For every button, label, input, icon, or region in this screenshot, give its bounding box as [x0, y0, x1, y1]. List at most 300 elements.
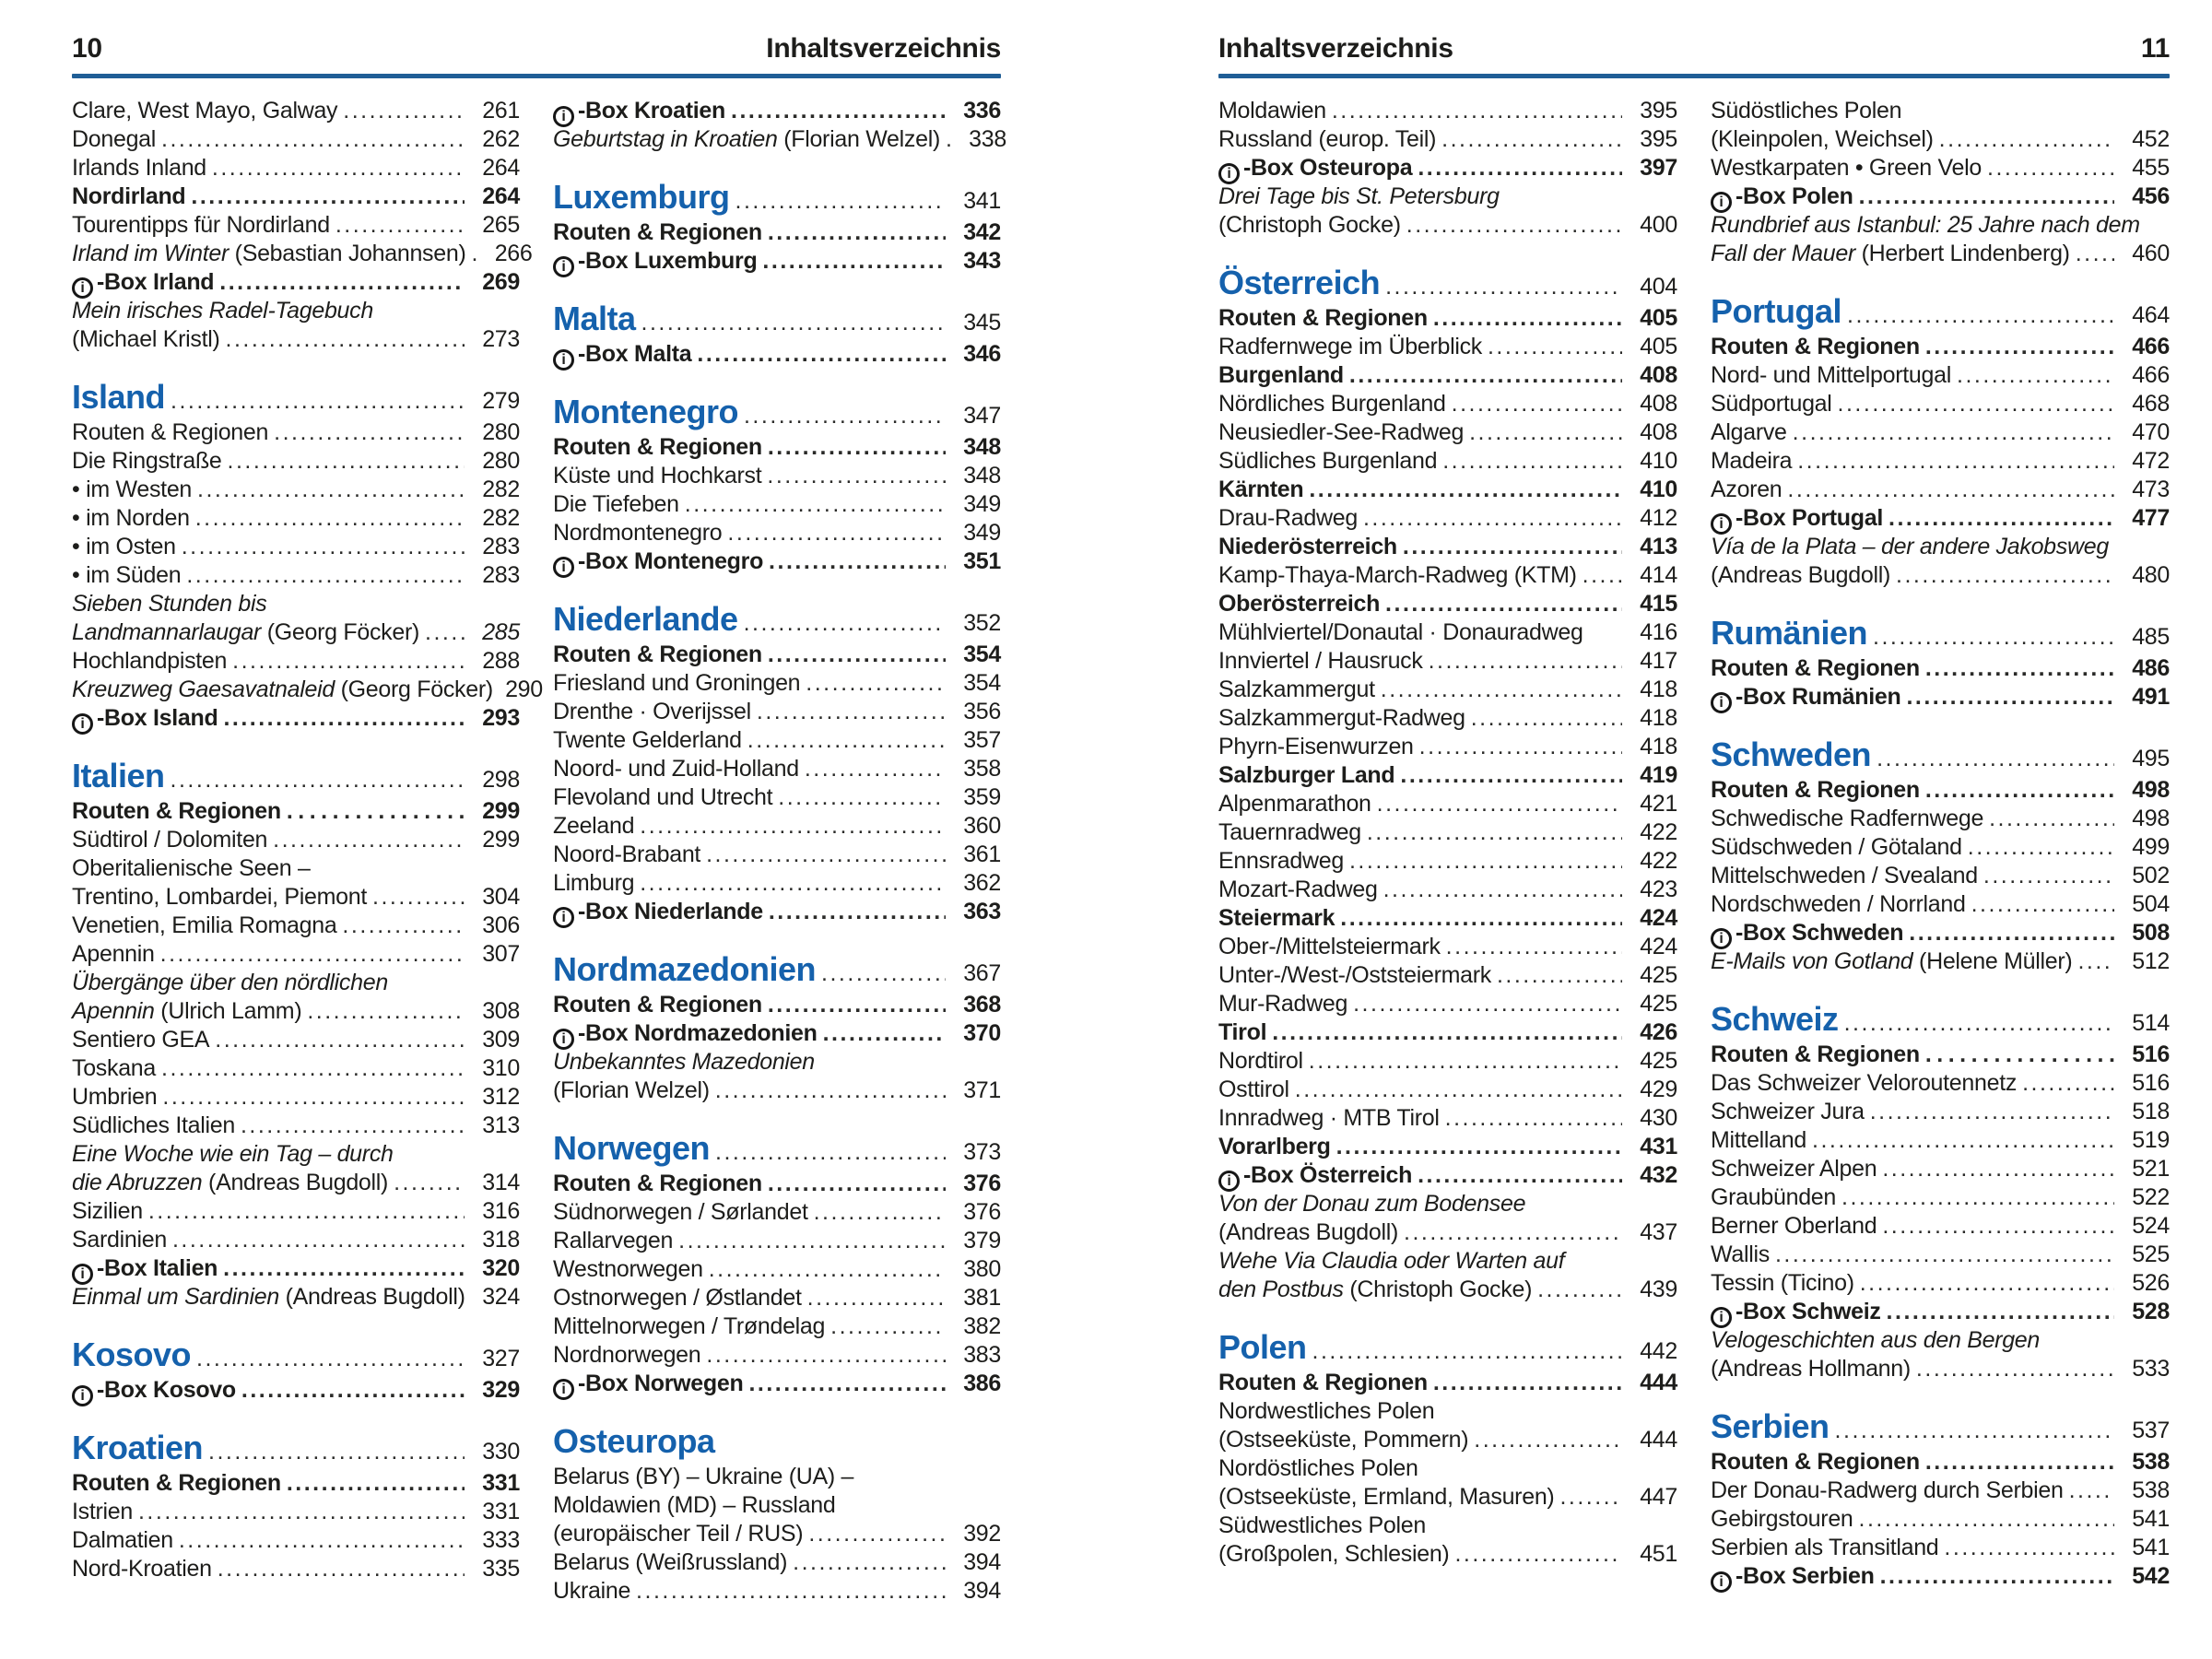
- entry-label: -Box Osteuropa: [1243, 155, 1413, 181]
- entry-label: Ukraine: [553, 1578, 631, 1604]
- toc-entry: [72, 1140, 520, 1169]
- leader-dots: [1418, 1161, 1622, 1190]
- page-number: 405: [1640, 334, 1677, 359]
- toc-entry: [1711, 919, 2170, 947]
- toc-entry: [72, 883, 520, 912]
- entry-label: Drau-Radweg: [1218, 505, 1358, 531]
- toc-entry: [1711, 683, 2170, 712]
- toc-entry: [1218, 1426, 1677, 1454]
- page-number: 282: [482, 505, 520, 531]
- chapter-heading: [72, 755, 520, 797]
- toc-entry: [72, 797, 520, 826]
- entry-label: Osteuropa: [553, 1422, 715, 1460]
- leader-dots: [1309, 1047, 1622, 1076]
- entry-label: Noord-Brabant: [553, 841, 701, 867]
- page-number: 265: [482, 212, 520, 238]
- entry-label: Routen & Regionen: [1218, 1370, 1428, 1395]
- page-number: 333: [482, 1527, 520, 1553]
- page-number: 352: [963, 610, 1001, 636]
- leader-dots: [1419, 733, 1622, 761]
- entry-label: Burgenland: [1218, 362, 1344, 388]
- entry-label: Oberösterreich: [1218, 591, 1381, 617]
- page-number: 371: [963, 1077, 1001, 1103]
- page-number: 408: [1640, 362, 1677, 388]
- page-number: 324: [482, 1284, 520, 1310]
- entry-label: Toskana: [72, 1055, 157, 1081]
- entry-label: -Box Island: [97, 705, 218, 731]
- entry-label: Routen & Regionen: [553, 641, 762, 667]
- entry-label: Rumänien: [1711, 614, 1868, 652]
- entry-label: Nordöstliches Polen: [1218, 1455, 1418, 1481]
- leader-dots: [226, 325, 465, 354]
- page-number: 348: [963, 463, 1001, 488]
- leader-dots: [1847, 301, 2114, 330]
- leader-dots: [1295, 1076, 1622, 1104]
- toc-entry: [1218, 933, 1677, 961]
- page-number: 455: [2132, 155, 2170, 181]
- leader-dots: [1925, 776, 2114, 805]
- leader-dots: [946, 125, 951, 154]
- entry-label: Tessin (Ticino): [1711, 1270, 1854, 1296]
- leader-dots: [793, 1548, 946, 1577]
- chapter-heading: [553, 948, 1001, 991]
- toc-entry: [553, 641, 1001, 669]
- toc-entry: [1218, 561, 1677, 590]
- page-number: 528: [2132, 1299, 2170, 1324]
- toc-entry: [553, 1463, 1001, 1491]
- page-number: 470: [2132, 419, 2170, 445]
- leader-dots: [731, 97, 946, 125]
- page-number: 379: [963, 1228, 1001, 1253]
- toc-entry: [1218, 647, 1677, 676]
- info-icon: i: [1711, 928, 1732, 949]
- page-number: 522: [2132, 1184, 2170, 1210]
- leader-dots: [1835, 1417, 2114, 1445]
- entry-label: Schwedische Radfernwege: [1711, 806, 1984, 831]
- entry-label: Die Ringstraße: [72, 448, 222, 474]
- info-icon: i: [1218, 1171, 1240, 1192]
- page-number: 382: [963, 1313, 1001, 1339]
- entry-label: Routen & Regionen: [72, 419, 269, 445]
- leader-dots: [1841, 1183, 2114, 1212]
- page-number: 498: [2132, 806, 2170, 831]
- toc-entry: [1218, 1512, 1677, 1540]
- toc-entry: [1218, 125, 1677, 154]
- leader-dots: [768, 218, 946, 247]
- entry-label: Der Donau-Radwerg durch Serbien: [1711, 1477, 2064, 1503]
- toc-entry: [1218, 1483, 1677, 1512]
- leader-dots: [806, 669, 946, 698]
- toc-entry: [553, 1198, 1001, 1227]
- toc-entry: [1711, 1183, 2170, 1212]
- leader-dots: [1309, 476, 1622, 504]
- toc-entry: [553, 547, 1001, 576]
- page-number: 508: [2132, 920, 2170, 946]
- entry-label: Apennin (Ulrich Lamm): [72, 998, 302, 1024]
- page-number: 386: [963, 1371, 1001, 1396]
- folio-number: 11: [2140, 33, 2170, 64]
- page-number: 466: [2132, 362, 2170, 388]
- page-number: 518: [2132, 1099, 2170, 1124]
- toc-entry: [1218, 1218, 1677, 1247]
- entry-label: Kroatien: [72, 1429, 204, 1466]
- page-number: 486: [2132, 655, 2170, 681]
- page-number: 293: [482, 705, 520, 731]
- leader-dots: [1987, 154, 2114, 182]
- toc-entry: [1711, 1477, 2170, 1505]
- toc-entry: [553, 869, 1001, 898]
- page-number: 349: [963, 491, 1001, 517]
- leader-dots: [768, 1170, 946, 1198]
- toc-entry: [1218, 1047, 1677, 1076]
- page-number: 404: [1640, 274, 1677, 300]
- page-number: 395: [1640, 98, 1677, 124]
- leader-dots: [823, 1019, 946, 1048]
- page-number: 373: [963, 1139, 1001, 1165]
- toc-entry: [72, 1112, 520, 1140]
- entry-label: Donegal: [72, 126, 157, 152]
- page-number: 524: [2132, 1213, 2170, 1239]
- toc-entry: [1711, 1126, 2170, 1155]
- toc-entry: [553, 898, 1001, 926]
- leader-dots: [767, 462, 946, 490]
- folio-number: 10: [72, 33, 102, 64]
- entry-label: Fall der Mauer (Herbert Lindenberg): [1711, 241, 2070, 266]
- toc-entry: [1218, 333, 1677, 361]
- leader-dots: [1385, 590, 1622, 618]
- entry-label: -Box Montenegro: [578, 548, 764, 574]
- entry-label: Südliches Italien: [72, 1112, 235, 1138]
- page-number: 421: [1640, 791, 1677, 817]
- page-number: 338: [969, 126, 1006, 152]
- leader-dots: [1349, 361, 1622, 390]
- toc-entry: [1218, 476, 1677, 504]
- entry-label: Madeira: [1711, 448, 1793, 474]
- entry-label: Routen & Regionen: [1711, 777, 1920, 803]
- page-number: 310: [482, 1055, 520, 1081]
- toc-entry: [72, 1026, 520, 1054]
- info-icon: i: [1711, 1307, 1732, 1328]
- leader-dots: [425, 618, 465, 647]
- leader-dots: [2022, 1069, 2114, 1098]
- entry-label: Graubünden: [1711, 1184, 1837, 1210]
- page-number: 444: [1640, 1427, 1677, 1453]
- leader-dots: [394, 1169, 465, 1197]
- entry-label: -Box Luxemburg: [578, 248, 758, 274]
- entry-label: Schweiz: [1711, 1000, 1839, 1038]
- entry-label: Wallis: [1711, 1241, 1770, 1267]
- entry-label: Kamp-Thaya-March-Radweg (KTM): [1218, 562, 1577, 588]
- entry-label: Mittelland: [1711, 1127, 1806, 1153]
- chapter-heading: [553, 391, 1001, 433]
- entry-label: Tirol: [1218, 1019, 1267, 1045]
- toc-entry: [553, 1520, 1001, 1548]
- entry-label: Nord-Kroatien: [72, 1556, 212, 1582]
- page-number: 472: [2132, 448, 2170, 474]
- page-number: 288: [482, 648, 520, 674]
- toc-entry: [72, 1283, 520, 1312]
- page-number: 313: [482, 1112, 520, 1138]
- toc-entry: [1218, 447, 1677, 476]
- info-icon: i: [553, 907, 574, 928]
- page-number: 349: [963, 520, 1001, 546]
- toc-entry: [72, 912, 520, 940]
- entry-label: Italien: [72, 757, 165, 794]
- toc-entry: [72, 97, 520, 125]
- page-number: 464: [2132, 302, 2170, 328]
- chapter-heading: [553, 598, 1001, 641]
- leader-dots: [808, 1520, 946, 1548]
- toc-entry: [1218, 618, 1677, 647]
- leader-dots: [1469, 418, 1622, 447]
- toc-entry: [72, 561, 520, 590]
- leader-dots: [1537, 1276, 1622, 1304]
- toc-entry: [1711, 1534, 2170, 1562]
- entry-label: Mittelnorwegen / Trøndelag: [553, 1313, 826, 1339]
- page-number: 442: [1640, 1338, 1677, 1364]
- page-number: 516: [2132, 1070, 2170, 1096]
- entry-label: -Box Nordmazedonien: [578, 1020, 818, 1046]
- entry-label: • im Osten: [72, 534, 176, 559]
- leader-dots: [1367, 818, 1622, 847]
- toc-entry: [553, 669, 1001, 698]
- page-number: 279: [482, 388, 520, 414]
- page-number: 327: [482, 1346, 520, 1371]
- entry-label: Drenthe · Overijssel: [553, 699, 751, 724]
- page-number: 376: [963, 1199, 1001, 1225]
- page-number: 422: [1640, 819, 1677, 845]
- leader-dots: [1272, 1018, 1622, 1047]
- toc-entry: [1218, 1076, 1677, 1104]
- entry-label: (Ostseeküste, Pommern): [1218, 1427, 1469, 1453]
- toc-entry: [1711, 561, 2170, 590]
- leader-dots: [1844, 1009, 2114, 1038]
- page-number: 485: [2132, 624, 2170, 650]
- toc-entry: [553, 462, 1001, 490]
- entry-label: Clare, West Mayo, Galway: [72, 98, 338, 124]
- leader-dots: [1445, 1104, 1622, 1133]
- toc-entry: [1711, 1562, 2170, 1591]
- info-icon: i: [72, 713, 93, 735]
- leader-dots: [1353, 990, 1622, 1018]
- page-number: 331: [482, 1470, 520, 1496]
- page-number: 394: [963, 1549, 1001, 1575]
- toc-entry: [1218, 361, 1677, 390]
- page-header-right: [1218, 33, 2170, 74]
- toc-entry: [1218, 1133, 1677, 1161]
- leader-dots: [1471, 704, 1622, 733]
- toc-entry: [1218, 1247, 1677, 1276]
- leader-dots: [1442, 447, 1622, 476]
- entry-label: Innradweg · MTB Tirol: [1218, 1105, 1440, 1131]
- leader-dots: [1497, 961, 1622, 990]
- page-number: 473: [2132, 477, 2170, 502]
- page-number: 466: [2132, 334, 2170, 359]
- page-number: 415: [1640, 591, 1677, 617]
- entry-label: Routen & Regionen: [553, 992, 762, 1018]
- toc-entry: [72, 418, 520, 447]
- entry-label: Von der Donau zum Bodensee: [1218, 1191, 1526, 1217]
- page-number: 537: [2132, 1418, 2170, 1443]
- toc-entry: [1218, 704, 1677, 733]
- leader-dots: [1983, 862, 2114, 890]
- toc-entry: [72, 940, 520, 969]
- entry-label: -Box Italien: [97, 1255, 218, 1281]
- entry-label: Österreich: [1218, 264, 1381, 301]
- entry-label: Gebirgstouren: [1711, 1506, 1853, 1532]
- leader-dots: [1349, 847, 1622, 876]
- entry-label: Einmal um Sardinien (Andreas Bugdoll): [72, 1284, 465, 1310]
- info-icon: i: [553, 1029, 574, 1050]
- entry-label: Routen & Regionen: [1218, 305, 1428, 331]
- toc-entry: [1218, 1161, 1677, 1190]
- page-number: 419: [1640, 762, 1677, 788]
- entry-label: Ober-/Mittelsteiermark: [1218, 934, 1441, 959]
- entry-label: Radfernwege im Überblick: [1218, 334, 1482, 359]
- leader-dots: [191, 182, 465, 211]
- entry-label: Zeeland: [553, 813, 635, 839]
- entry-label: Wehe Via Claudia oder Warten auf: [1218, 1248, 1565, 1274]
- leader-dots: [1877, 745, 2114, 773]
- leader-dots: [769, 547, 946, 576]
- entry-label: Twente Gelderland: [553, 727, 742, 753]
- entry-label: (Andreas Hollmann): [1711, 1356, 1911, 1382]
- toc-entry: [1711, 947, 2170, 976]
- toc-entry: [1711, 182, 2170, 211]
- leader-dots: [640, 869, 946, 898]
- entry-label: Umbrien: [72, 1084, 158, 1110]
- toc-entry: [72, 854, 520, 883]
- leader-dots: [768, 991, 946, 1019]
- leader-dots: [1377, 790, 1622, 818]
- entry-label: Limburg: [553, 870, 635, 896]
- toc-entry: [1711, 504, 2170, 533]
- toc-entry: [1711, 1155, 2170, 1183]
- leader-dots: [1559, 1483, 1622, 1512]
- entry-label: Steiermark: [1218, 905, 1335, 931]
- leader-dots: [182, 533, 465, 561]
- entry-label: -Box Rumänien: [1735, 684, 1901, 710]
- toc-entry: [1711, 211, 2170, 240]
- toc-entry: [1218, 211, 1677, 240]
- page-number: 395: [1640, 126, 1677, 152]
- toc-entry: [553, 1077, 1001, 1105]
- toc-entry: [1711, 862, 2170, 890]
- entry-label: Russland (europ. Teil): [1218, 126, 1437, 152]
- toc-entry: [1218, 304, 1677, 333]
- page-number: 430: [1640, 1105, 1677, 1131]
- page-number: 408: [1640, 419, 1677, 445]
- toc-entry: [1711, 97, 2170, 125]
- page-number: 424: [1640, 934, 1677, 959]
- page-number: 516: [2132, 1041, 2170, 1067]
- entry-label: Neusiedler-See-Radweg: [1218, 419, 1465, 445]
- toc-entry: [553, 755, 1001, 783]
- info-icon: i: [1711, 1571, 1732, 1593]
- page-number: 477: [2132, 505, 2170, 531]
- leader-dots: [273, 826, 465, 854]
- toc-entry: [72, 240, 533, 268]
- page-number: 432: [1640, 1162, 1677, 1188]
- page-number: 491: [2132, 684, 2170, 710]
- leader-dots: [1887, 1298, 2114, 1326]
- page-number: 533: [2132, 1356, 2170, 1382]
- page-number: 397: [1640, 155, 1677, 181]
- toc-entry: [1218, 876, 1677, 904]
- entry-label: Südtirol / Dolomiten: [72, 827, 268, 853]
- chapter-heading: [1711, 998, 2170, 1041]
- toc-entry: [553, 841, 1001, 869]
- chapter-heading: [72, 1334, 520, 1376]
- page-number: 299: [482, 798, 520, 824]
- entry-label: Osttirol: [1218, 1077, 1289, 1102]
- entry-label: Sieben Stunden bis: [72, 591, 267, 617]
- toc-entry: [1218, 97, 1677, 125]
- page-number: 282: [482, 477, 520, 502]
- page-number: 394: [963, 1578, 1001, 1604]
- toc-entry: [553, 1019, 1001, 1048]
- entry-label: Mur-Radweg: [1218, 991, 1348, 1017]
- chapter-heading: [553, 1127, 1001, 1170]
- entry-label: Drei Tage bis St. Petersburg: [1218, 183, 1500, 209]
- toc-entry: [553, 97, 1001, 125]
- leader-dots: [1452, 390, 1622, 418]
- page-number: 290: [505, 677, 543, 702]
- entry-label: Südwestliches Polen: [1218, 1512, 1426, 1538]
- leader-dots: [1860, 1269, 2114, 1298]
- toc-entry: [553, 991, 1001, 1019]
- toc-entry: [1711, 154, 2170, 182]
- toc-entry: [1711, 890, 2170, 919]
- page-number: 418: [1640, 705, 1677, 731]
- toc-entry: [1711, 805, 2170, 833]
- chapter-heading: [553, 176, 1001, 218]
- toc-column: [553, 97, 1006, 1606]
- toc-entry: [1711, 1448, 2170, 1477]
- toc-entry: [1711, 125, 2170, 154]
- entry-label: Nordschweden / Norrland: [1711, 891, 1966, 917]
- entry-label: Nordwestliches Polen: [1218, 1398, 1435, 1424]
- entry-label: Tourentipps für Nordirland: [72, 212, 330, 238]
- entry-label: Niederösterreich: [1218, 534, 1397, 559]
- toc-entry: [553, 247, 1001, 276]
- leader-dots: [241, 1376, 465, 1405]
- toc-entry: [1711, 1098, 2170, 1126]
- page-number: 280: [482, 448, 520, 474]
- entry-label: Mein irisches Radel-Tagebuch: [72, 298, 373, 324]
- toc-entry: [1711, 476, 2170, 504]
- entry-label: Hochlandpisten: [72, 648, 228, 674]
- entry-label: E-Mails von Gotland (Helene Müller): [1711, 948, 2073, 974]
- leader-dots: [1925, 1041, 2114, 1069]
- entry-label: Kärnten: [1218, 477, 1304, 502]
- leader-dots: [678, 1227, 946, 1255]
- toc-entry: [553, 519, 1001, 547]
- page-number: 363: [963, 899, 1001, 924]
- entry-label: -Box Österreich: [1243, 1162, 1413, 1188]
- entry-label: -Box Kroatien: [578, 98, 726, 124]
- page-number: 502: [2132, 863, 2170, 888]
- info-icon: i: [72, 277, 93, 299]
- toc-entry: [72, 211, 520, 240]
- toc-entry: [72, 969, 520, 997]
- page-number: 444: [1640, 1370, 1677, 1395]
- leader-dots: [2069, 1477, 2114, 1505]
- toc-entry: [72, 1169, 520, 1197]
- entry-label: (Christoph Gocke): [1218, 212, 1401, 238]
- leader-dots: [807, 1284, 946, 1312]
- toc-entry: [1711, 447, 2170, 476]
